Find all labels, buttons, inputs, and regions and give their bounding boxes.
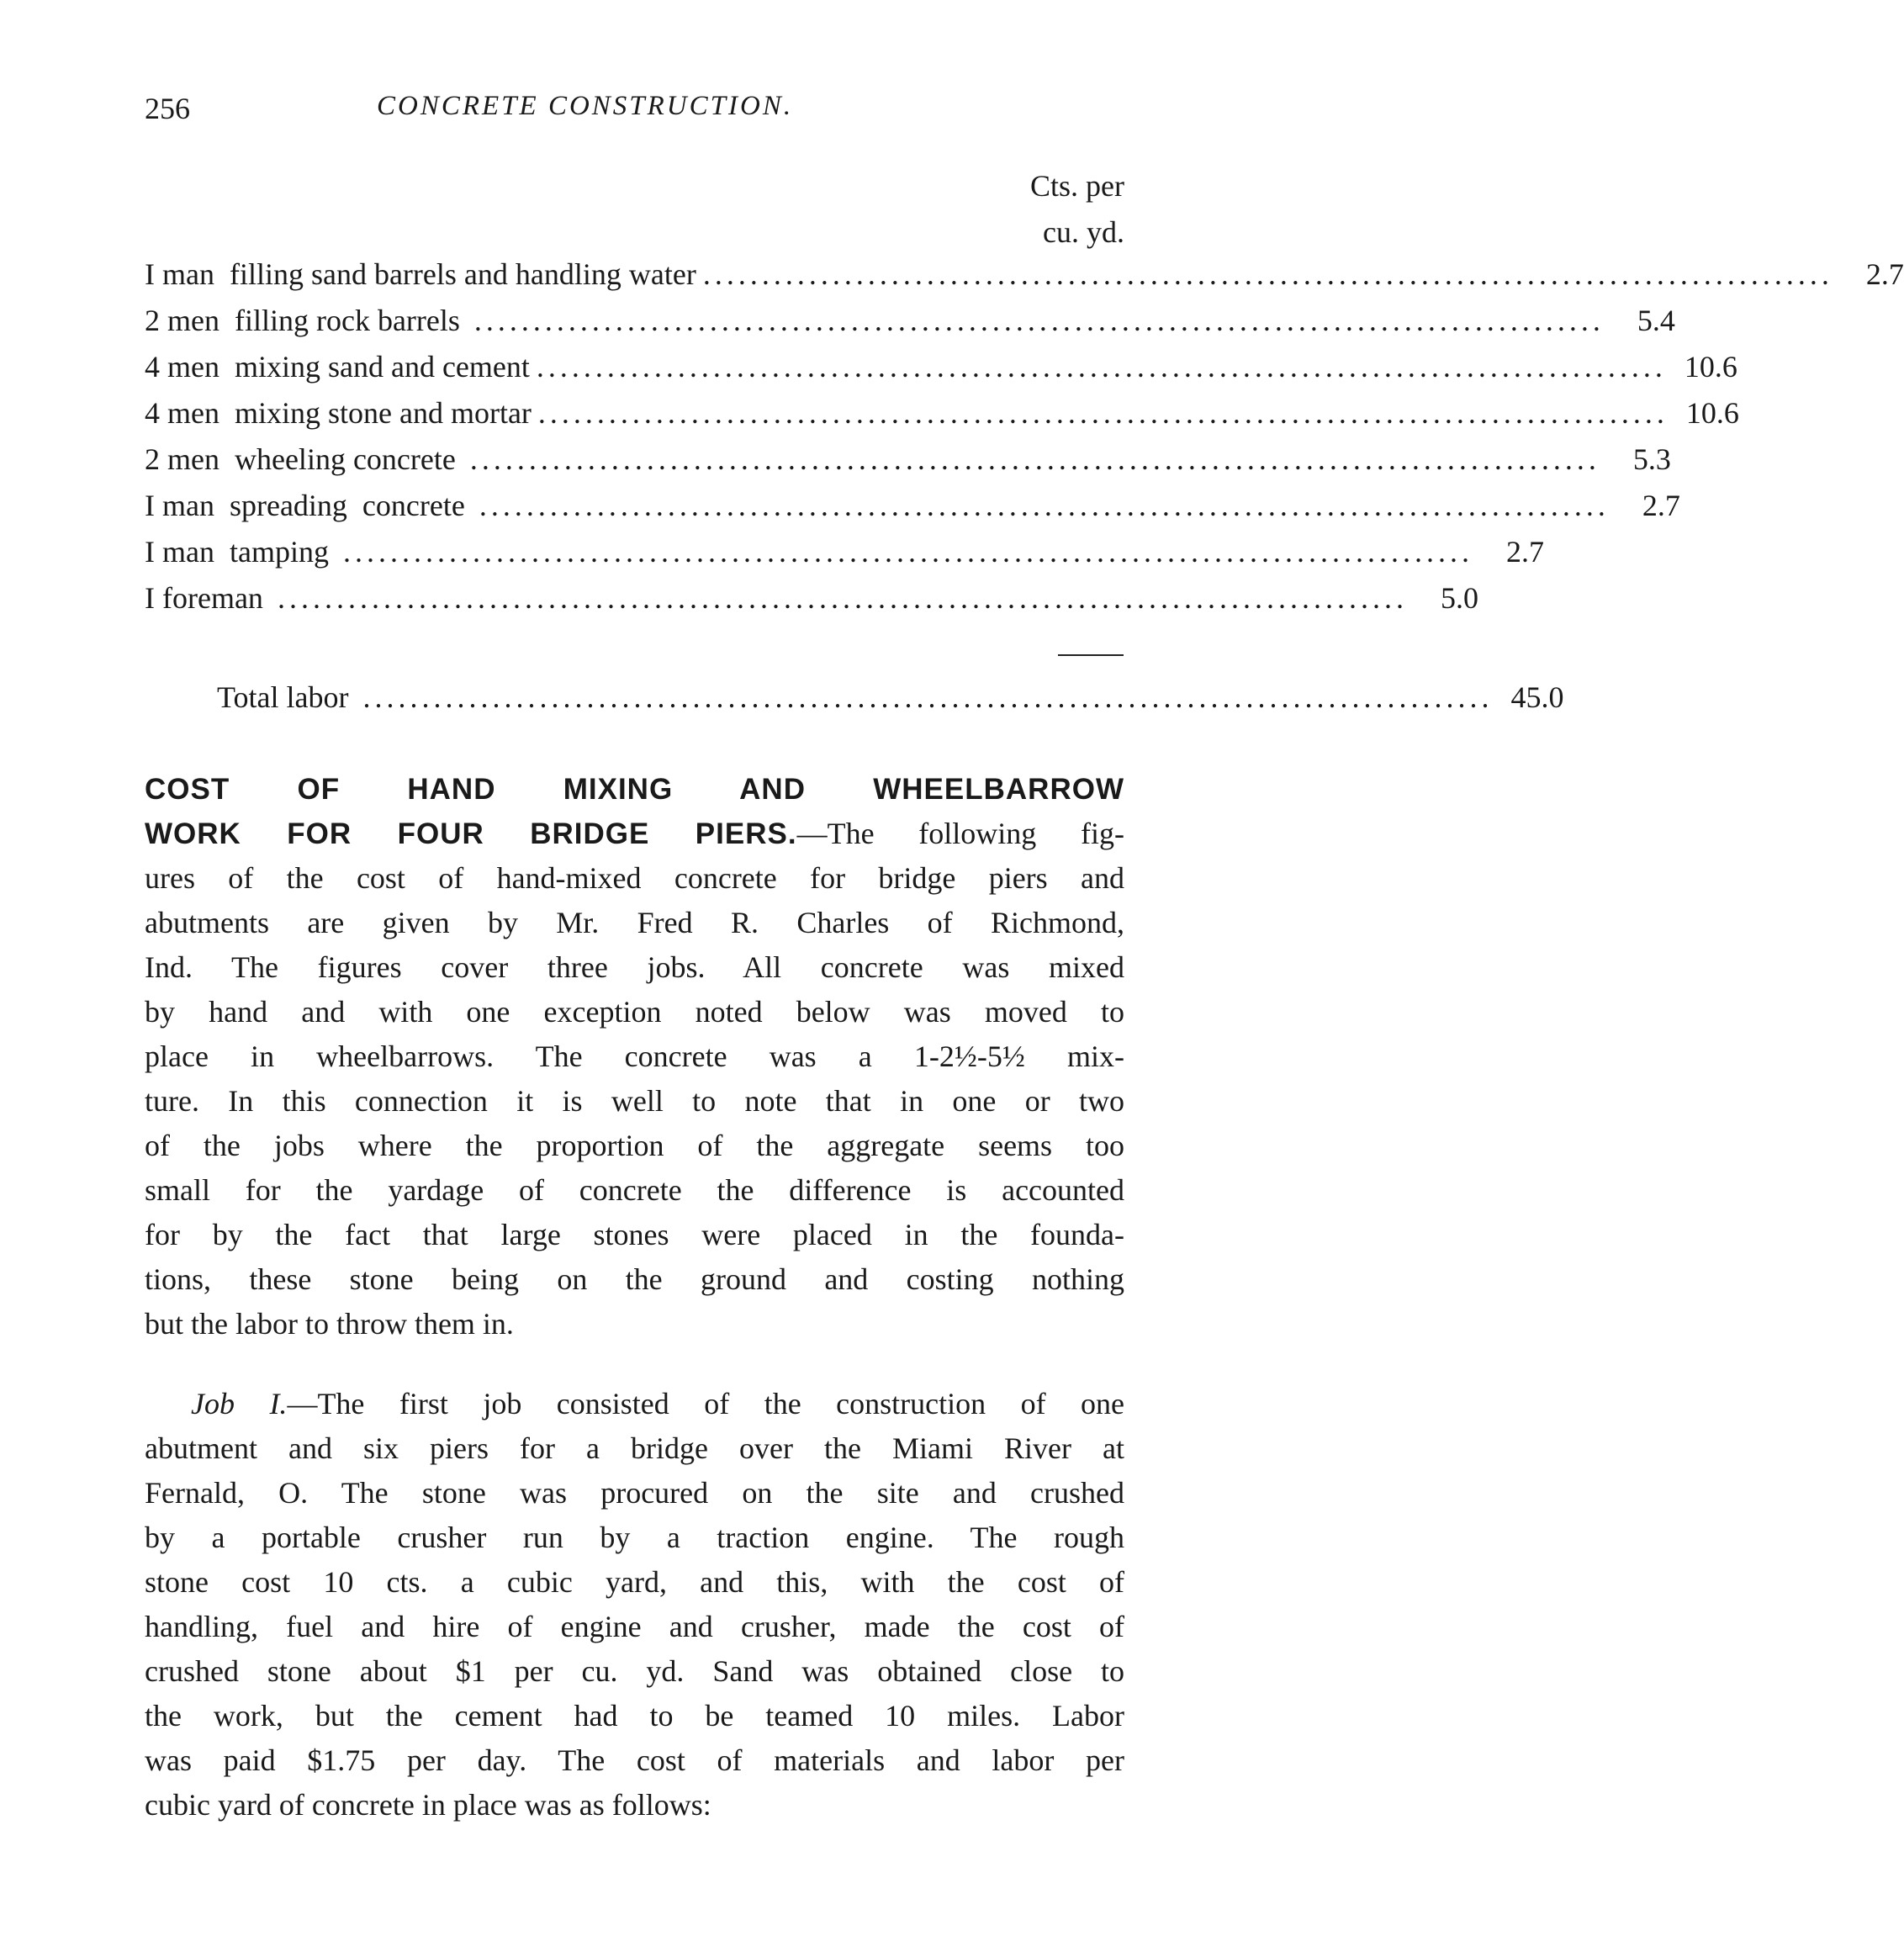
text-line: cubic yard of concrete in place was as follows: [145, 1788, 711, 1822]
row-label: I man tamping [145, 535, 336, 569]
running-title: CONCRETE CONSTRUCTION. [377, 91, 794, 121]
row-label: I man spreading concrete [145, 489, 473, 522]
text-line: tions, these stone being on the ground and costing nothing [145, 1262, 1124, 1296]
leader-dots: ................................................................................................ [342, 535, 1473, 569]
row-value: 2.7 [1505, 535, 1544, 569]
section-heading-cont: WORK FOR FOUR BRIDGE PIERS. [145, 817, 797, 850]
text-line: handling, fuel and hire of engine and crusher, made the cost of [145, 1610, 1124, 1643]
row-label: 2 men filling rock barrels [145, 304, 468, 337]
text-line: by hand and with one exception noted below was moved to [145, 995, 1124, 1029]
leader-dots: ................................................................................................ [479, 489, 1610, 522]
leader-dots: ................................................................................................ [473, 304, 1605, 337]
text-line: but the labor to throw them in. [145, 1307, 514, 1341]
text-line: by a portable crusher run by a traction engine. The rough [145, 1521, 1124, 1554]
text-line: ures of the cost of hand-mixed concrete for bridge piers and [145, 861, 1124, 895]
column-header-line2: cu. yd. [1043, 215, 1124, 249]
table-row [145, 534, 1544, 580]
text-line: Fernald, O. The stone was procured on the site and crushed [145, 1476, 1124, 1510]
table-row [145, 488, 1680, 534]
table-row [145, 257, 1904, 303]
row-value: 2.7 [1642, 489, 1680, 522]
leader-dots: ................................................................................................ [362, 680, 1494, 714]
paragraph-text: —The first job consisted of the construction of one [287, 1387, 1124, 1420]
row-value: 5.0 [1440, 581, 1478, 615]
text-line: abutment and six piers for a bridge over the Miami River at [145, 1431, 1124, 1465]
leader-dots: ................................................................................................ [536, 350, 1667, 384]
text-line: place in wheelbarrows. The concrete was a 1-2½-5½ mix- [145, 1039, 1124, 1073]
row-label: I foreman [145, 581, 271, 615]
row-value: 10.6 [1684, 350, 1737, 384]
total-label: Total labor [217, 680, 357, 714]
job-title: Job I. [191, 1387, 288, 1420]
text-line: for by the fact that large stones were placed in the founda- [145, 1218, 1124, 1251]
text-line: ture. In this connection it is well to note that in one or two [145, 1084, 1124, 1118]
leader-dots: ................................................................................................ [537, 396, 1669, 430]
row-label: I man filling sand barrels and handling water [145, 257, 696, 291]
text-line: stone cost 10 cts. a cubic yard, and this, with the cost of [145, 1565, 1124, 1599]
row-value: 2.7 [1865, 257, 1904, 291]
total-value: 45.0 [1510, 680, 1564, 714]
total-rule [1058, 654, 1124, 656]
row-label: 4 men mixing stone and mortar [145, 396, 532, 430]
text-line: was paid $1.75 per day. The cost of materials and labor per [145, 1743, 1124, 1777]
text-line: of the jobs where the proportion of the aggregate seems too [145, 1129, 1124, 1162]
section-paragraph [145, 767, 1124, 1346]
text-line: Ind. The figures cover three jobs. All concrete was mixed [145, 950, 1124, 984]
job-one-paragraph [145, 1382, 1124, 1828]
section-heading: COST OF HAND MIXING AND WHEELBARROW [145, 773, 1124, 806]
table-row [145, 442, 1671, 488]
text-line: abutments are given by Mr. Fred R. Charles of Richmond, [145, 906, 1124, 939]
table-row [145, 395, 1739, 442]
table-row [145, 303, 1675, 349]
leader-dots: ................................................................................................ [277, 581, 1408, 615]
text-line: small for the yardage of concrete the difference is accounted [145, 1173, 1124, 1207]
leader-dots: ................................................................................................ [702, 257, 1833, 291]
page-number: 256 [145, 92, 190, 125]
text-line: the work, but the cement had to be teamed 10 miles. Labor [145, 1699, 1124, 1732]
row-label: 2 men wheeling concrete [145, 442, 463, 476]
column-header-line1: Cts. per [1030, 169, 1124, 203]
total-row [217, 680, 1564, 726]
leader-dots: ................................................................................................ [469, 442, 1600, 476]
paragraph-text: —The following fig- [796, 817, 1124, 850]
row-value: 5.3 [1632, 442, 1671, 476]
row-value: 10.6 [1685, 396, 1739, 430]
table-row [145, 580, 1478, 627]
table-row [145, 349, 1737, 395]
row-label: 4 men mixing sand and cement [145, 350, 530, 384]
row-value: 5.4 [1637, 304, 1675, 337]
text-line: crushed stone about $1 per cu. yd. Sand was obtained close to [145, 1654, 1124, 1688]
